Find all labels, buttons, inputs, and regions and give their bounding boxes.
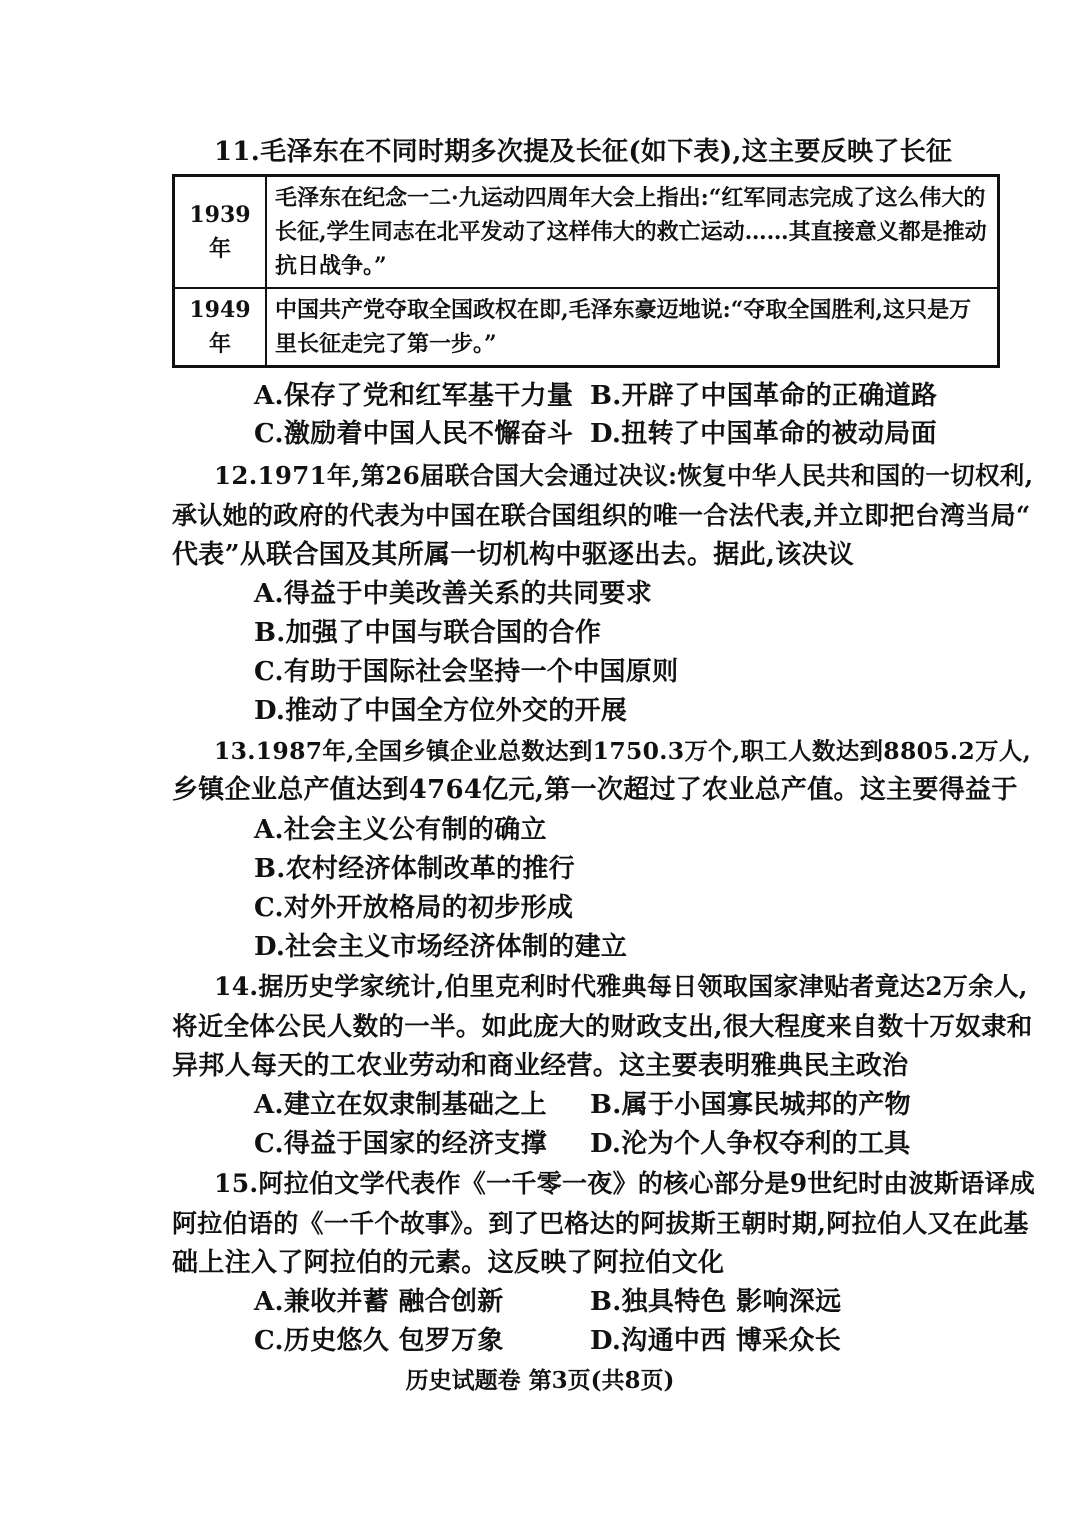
- q11-row1-year: 1939年: [174, 176, 267, 289]
- q13-line2: 乡镇企业总产值达到4764亿元,第一次超过了农业总产值。这主要得益于: [172, 775, 1018, 805]
- q11-row1-text: 毛泽东在纪念一二·九运动四周年大会上指出:“红军同志完成了这么伟大的长征,学生同志在北平发动了这样伟大的救亡运动……其直接意义都是推动抗日战争。”: [266, 176, 999, 289]
- q13-line1: 13.1987年,全国乡镇企业总数达到1750.3万个,职工人数达到8805.2万人,: [214, 737, 1032, 765]
- q12-line1: 12.1971年,第26届联合国大会通过决议:恢复中华人民共和国的一切权利,: [214, 461, 1034, 490]
- q12-option-c: C.有助于国际社会坚持一个中国原则: [254, 657, 679, 687]
- q14-line1: 14.据历史学家统计,伯里克利时代雅典每日领取国家津贴者竟达2万余人,: [214, 972, 1028, 1001]
- q12-line2: 承认她的政府的代表为中国在联合国组织的唯一合法代表,并立即把台湾当局“: [172, 501, 1031, 530]
- q14-line2: 将近全体公民人数的一半。如此庞大的财政支出,很大程度来自数十万奴隶和: [172, 1012, 1033, 1042]
- q11-stem: 11.毛泽东在不同时期多次提及长征(如下表),这主要反映了长征: [214, 137, 953, 167]
- q15-option-d: D.沟通中西 博采众长: [590, 1326, 842, 1356]
- q15-option-a: A.兼收并蓄 融合创新: [254, 1287, 504, 1317]
- page-footer: 历史试题卷 第3页(共8页): [405, 1367, 675, 1394]
- q15-line3: 础上注入了阿拉伯的元素。这反映了阿拉伯文化: [172, 1248, 725, 1278]
- q11-option-a: A.保存了党和红军基干力量: [254, 381, 574, 411]
- q15-line1: 15.阿拉伯文学代表作《一千零一夜》的核心部分是9世纪时由波斯语译成: [214, 1169, 1036, 1198]
- q11-option-d: D.扭转了中国革命的被动局面: [590, 419, 937, 449]
- q11-row2-text: 中国共产党夺取全国政权在即,毛泽东豪迈地说:“夺取全国胜利,这只是万里长征走完了第一步。”: [266, 288, 999, 367]
- table-row: [174, 176, 999, 289]
- q11-option-c: C.激励着中国人民不懈奋斗: [254, 419, 574, 449]
- q11-quote-table: [172, 174, 1000, 368]
- q14-option-a: A.建立在奴隶制基础之上: [254, 1090, 547, 1120]
- q14-option-b: B.属于小国寡民城邦的产物: [590, 1090, 911, 1120]
- q11-option-b: B.开辟了中国革命的正确道路: [590, 381, 938, 411]
- q12-line3: 代表”从联合国及其所属一切机构中驱逐出去。据此,该决议: [172, 540, 855, 570]
- q12-option-b: B.加强了中国与联合国的合作: [254, 618, 602, 648]
- q12-option-d: D.推动了中国全方位外交的开展: [254, 696, 628, 726]
- q14-line3: 异邦人每天的工农业劳动和商业经营。这主要表明雅典民主政治: [172, 1051, 909, 1081]
- q13-option-c: C.对外开放格局的初步形成: [254, 893, 574, 923]
- q11-row2-year: 1949年: [174, 288, 267, 367]
- q14-option-d: D.沦为个人争权夺利的工具: [590, 1129, 911, 1159]
- q13-option-d: D.社会主义市场经济体制的建立: [254, 932, 628, 962]
- q12-option-a: A.得益于中美改善关系的共同要求: [254, 579, 653, 609]
- q15-option-b: B.独具特色 影响深远: [590, 1287, 842, 1317]
- q15-option-c: C.历史悠久 包罗万象: [254, 1326, 504, 1356]
- q15-line2: 阿拉伯语的《一千个故事》。到了巴格达的阿拔斯王朝时期,阿拉伯人又在此基: [172, 1209, 1029, 1238]
- q13-option-b: B.农村经济体制改革的推行: [254, 854, 575, 884]
- q14-option-c: C.得益于国家的经济支撑: [254, 1129, 547, 1159]
- q13-option-a: A.社会主义公有制的确立: [254, 815, 547, 845]
- table-row: [174, 288, 999, 367]
